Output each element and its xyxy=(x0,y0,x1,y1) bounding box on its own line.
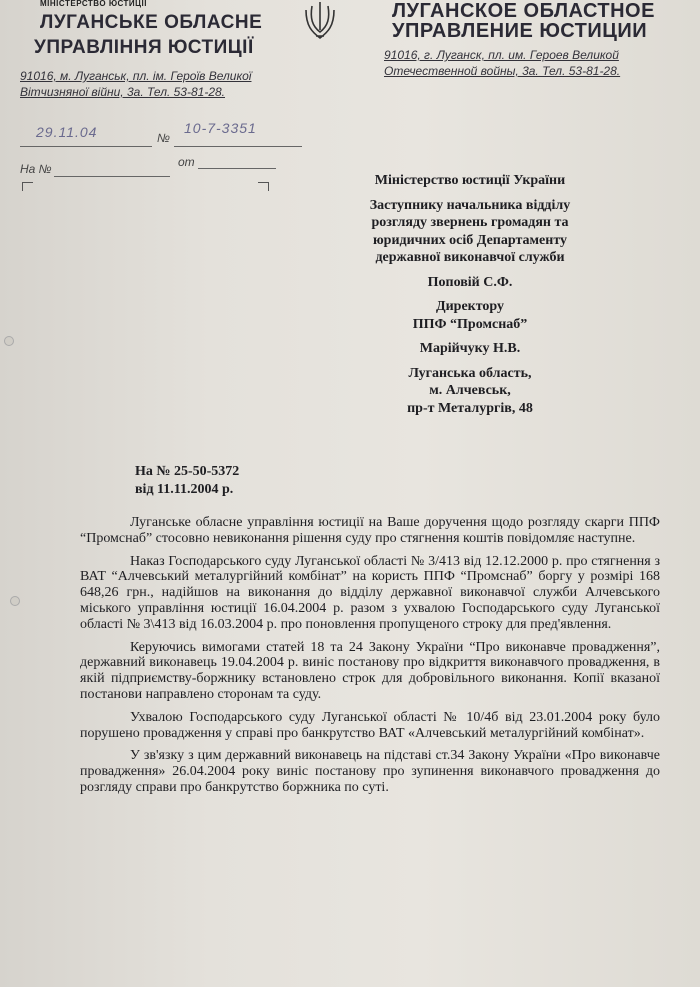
letter-body xyxy=(80,515,660,803)
punch-hole-bottom xyxy=(10,596,20,606)
reference-date: від 11.11.2004 р. xyxy=(135,482,234,497)
left-address xyxy=(20,68,300,100)
number-label: № xyxy=(157,131,170,145)
corner-mark-left xyxy=(22,182,33,191)
left-address-line2: Вітчизняної війни, 3а. Тел. 53-81-28. xyxy=(20,85,225,99)
from-label: от xyxy=(178,155,195,169)
addressee-line: Директору xyxy=(435,299,505,314)
right-address-line2: Отечественной войны, 3а. Тел. 53-81-28. xyxy=(384,64,621,78)
registration-date: 29.11.04 xyxy=(36,124,98,140)
ministry-strip: МІНІСТЕРСТВО ЮСТИЦІЇ xyxy=(40,0,147,8)
left-address-line1: 91016, м. Луганськ, пл. ім. Героїв Великої xyxy=(20,69,252,83)
addressee-line: пр-т Металургів, 48 xyxy=(407,400,533,416)
addressee-line: м. Алчевськ, xyxy=(429,383,511,398)
body-paragraph: У зв'язку з цим державний виконавець на підставі ст.34 Закону України «Про виконавче провадження» 26.04.2004 року виніс постанову про зупинення виконавчого провадження до розгляду справи про банкрутство боржника по суті. xyxy=(80,748,660,795)
punch-hole-top xyxy=(4,336,14,346)
addressee-line: Міністерство юстиції України xyxy=(374,173,566,188)
addressee-line: державної виконавчої служби xyxy=(375,250,565,265)
body-paragraph: Луганське обласне управління юстиції на Ваше доручення щодо розгляду скарги ППФ “Промснаб” стосовно невиконання рішення суду про стягнення коштів повідомляє наступне. xyxy=(80,515,660,546)
left-title-line2: УПРАВЛІННЯ ЮСТИЦІЇ xyxy=(34,37,254,58)
coat-of-arms-icon xyxy=(300,0,340,42)
addressee-line: Поповій С.Ф. xyxy=(427,274,513,290)
right-address xyxy=(384,47,674,79)
reference-block xyxy=(135,463,239,499)
addressee-line: Марійчуку Н.В. xyxy=(419,341,521,356)
right-title-line2: УПРАВЛЕНИЕ ЮСТИЦИИ xyxy=(392,20,648,42)
registration-number: 10-7-3351 xyxy=(184,120,257,136)
addressee-line: Заступнику начальника відділу xyxy=(369,197,571,213)
body-paragraph: Керуючись вимогами статей 18 та 24 Закону України “Про виконавче провадження”, державний виконавець 19.04.2004 р. виніс постанову про відкриття виконавчого провадження, в якій підприємству-боржнику встановлено строк для добровільного виконання. Копії вказаної постанови направлено сторонам та суду. xyxy=(80,639,660,702)
addressee-line: розгляду звернень громадян та xyxy=(371,215,569,230)
right-title-line1: ЛУГАНСКОЕ ОБЛАСТНОЕ xyxy=(392,0,655,22)
from-line xyxy=(198,154,276,169)
addressee-block xyxy=(320,172,620,417)
right-address-line1: 91016, г. Луганск, пл. им. Героев Великой xyxy=(384,48,619,62)
addressee-line: Луганська область, xyxy=(408,365,532,381)
left-title-line1: ЛУГАНСЬКЕ ОБЛАСНЕ xyxy=(40,12,263,33)
addressee-line: юридичних осіб Департаменту xyxy=(372,232,568,248)
body-paragraph: Ухвалою Господарського суду Луганської області № 10/4б від 23.01.2004 року було порушено провадження у справі про банкрутство ВАТ «Алчевський металургійний комбінат». xyxy=(80,709,660,741)
body-paragraph: Наказ Господарського суду Луганської області № 3/413 від 12.12.2000 р. про стягнення з ВАТ “Алчевський металургійний комбінат” на користь ППФ “Промснаб” боргу у розмірі 168 648,26 грн., надійшов на виконання до відділу державної виконавчої служби Алчевського міського управління юстиції 16.04.2004 р. разом з ухвалою Господарського суду Луганської області № 3\413 від 16.03.2004 р. про поновлення пропущеного строку для пред'явлення. xyxy=(80,553,660,632)
corner-mark-right xyxy=(258,182,269,191)
on-number-line xyxy=(54,162,170,177)
on-number-label: На № xyxy=(20,162,52,176)
addressee-line: ППФ “Промснаб” xyxy=(412,316,528,332)
reference-number: На № 25-50-5372 xyxy=(135,464,240,479)
